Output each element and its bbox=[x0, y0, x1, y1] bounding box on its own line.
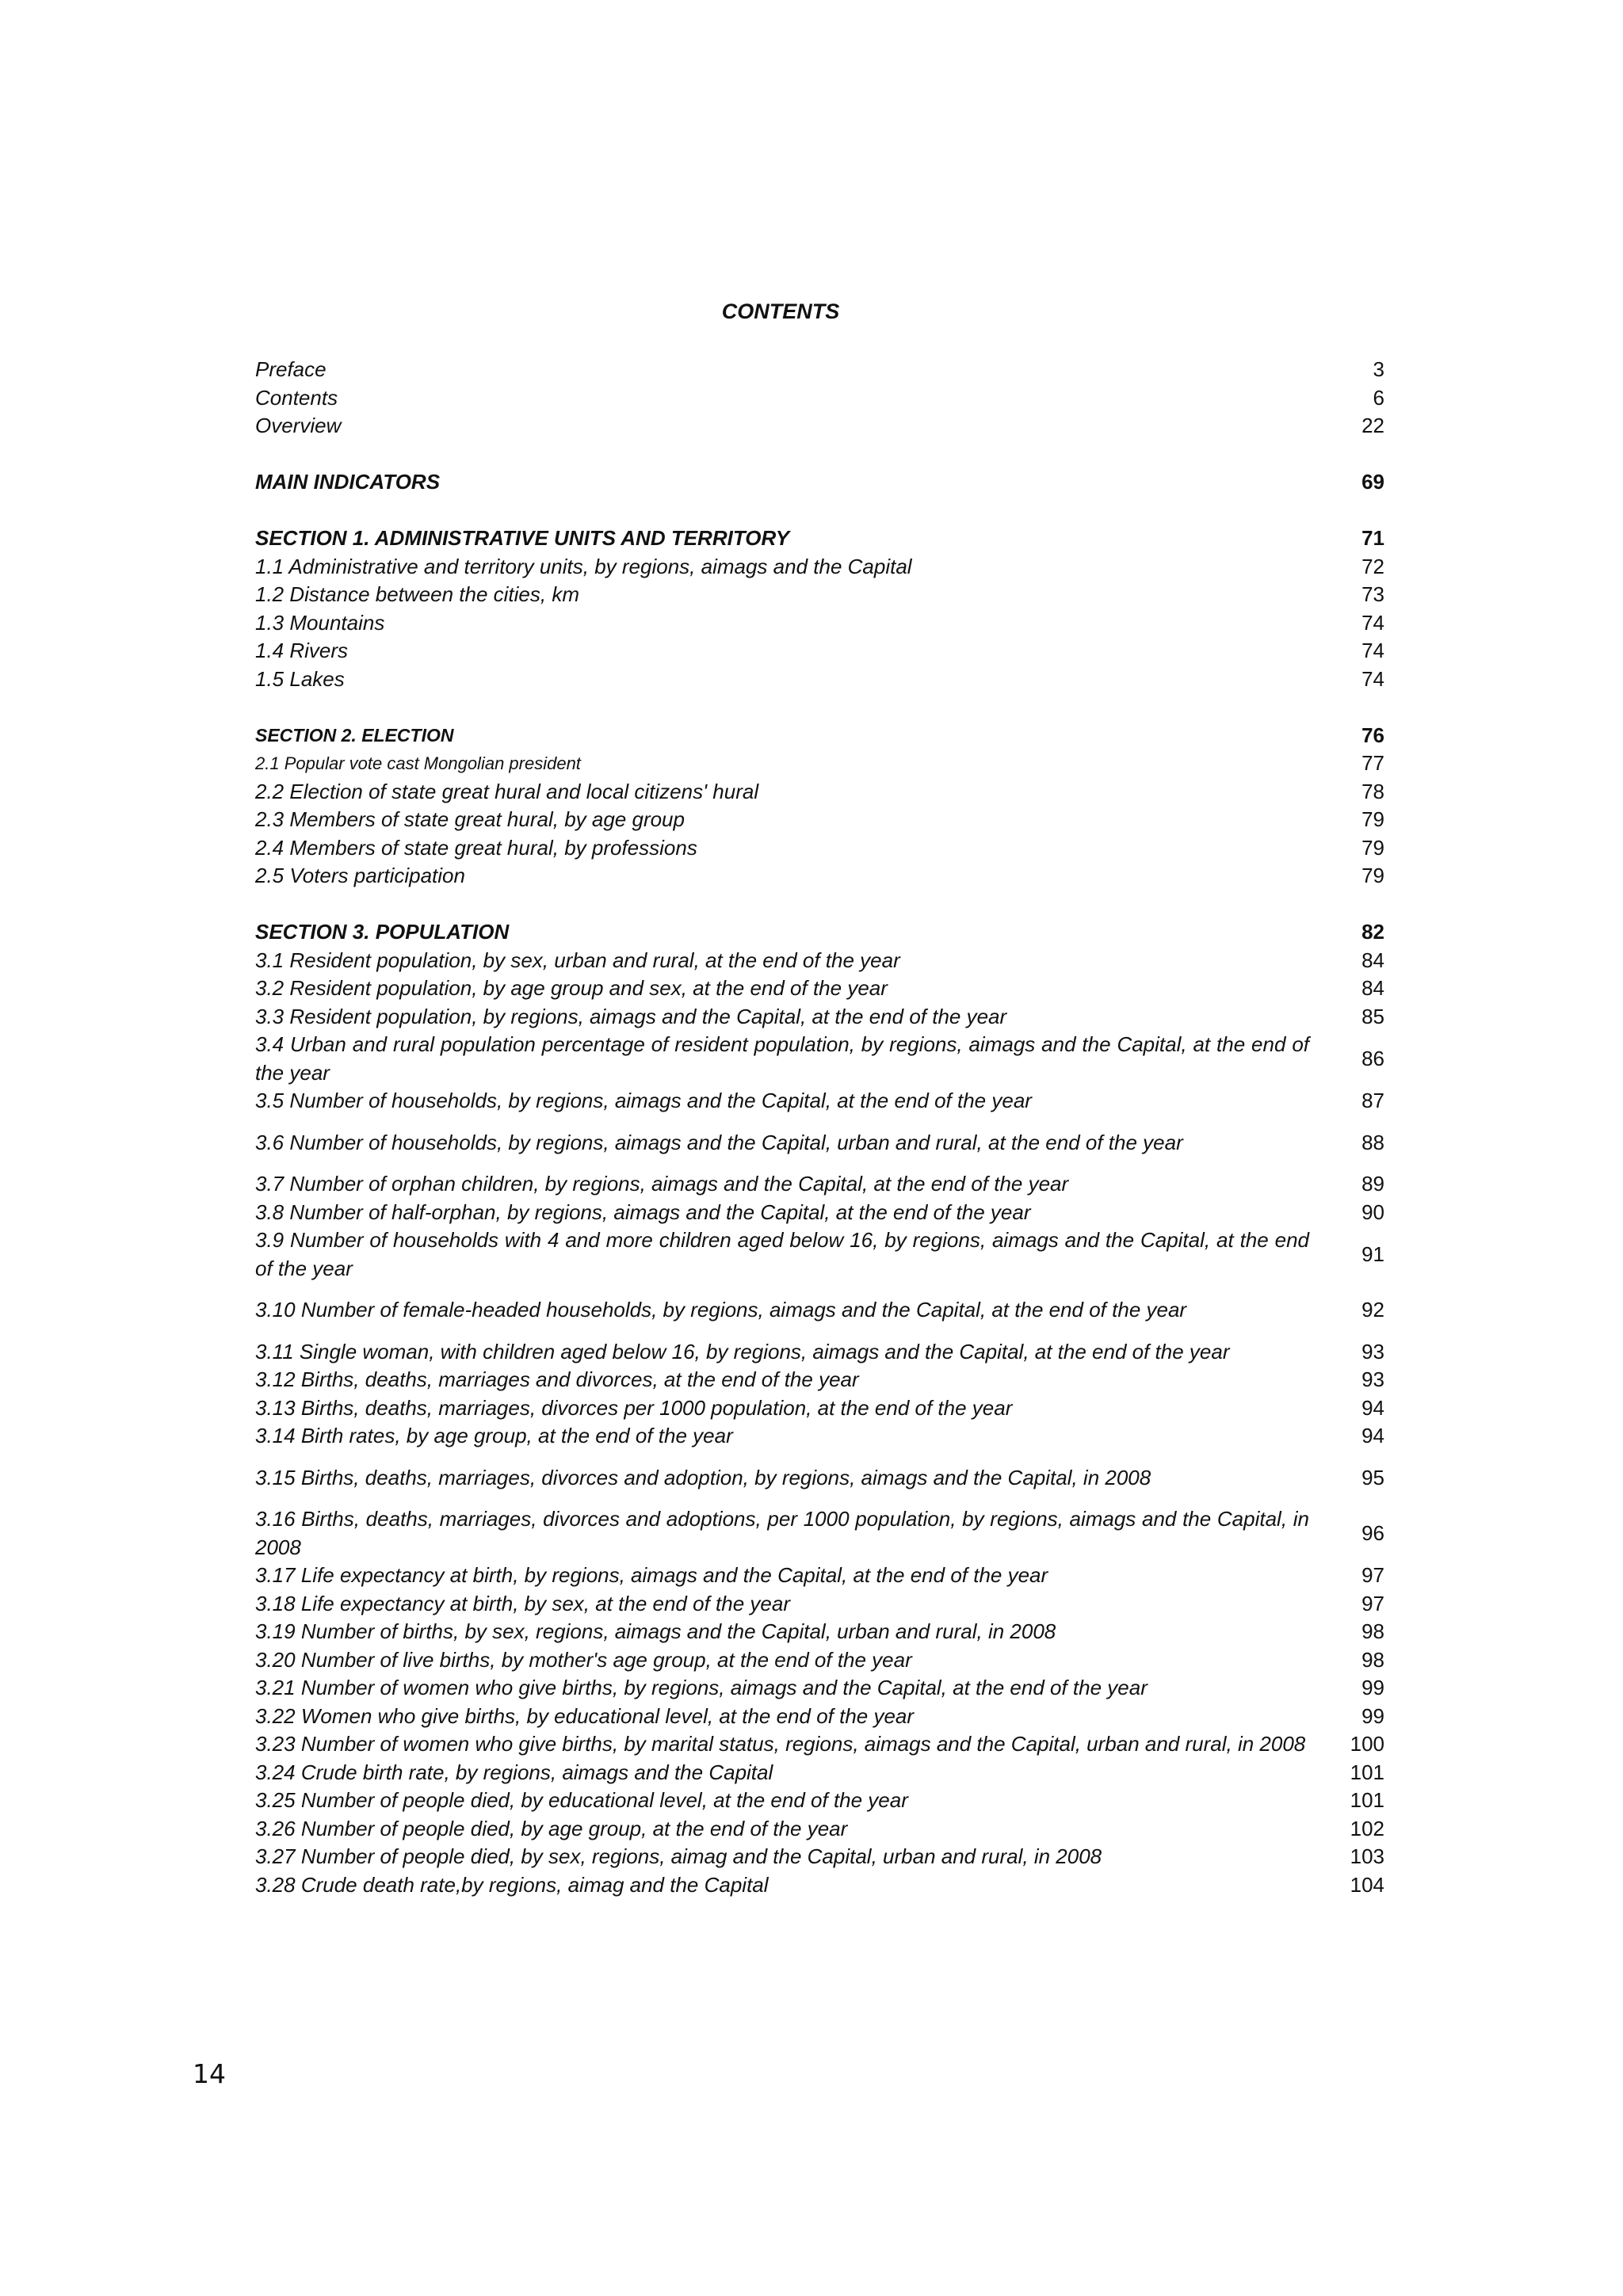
toc-entry bbox=[255, 1815, 1384, 1844]
toc-entry-page: 94 bbox=[1361, 1395, 1384, 1420]
toc-entry bbox=[255, 1730, 1384, 1759]
toc-entry bbox=[255, 581, 1384, 609]
toc-entry bbox=[255, 862, 1384, 891]
toc-entry-text: 3.19 Number of births, by sex, regions, aimags and the Capital, urban and rural, in 2008 bbox=[255, 1619, 1056, 1643]
toc-entry-page: 102 bbox=[1350, 1816, 1384, 1840]
toc-entry bbox=[255, 553, 1384, 582]
toc-entry-text: 3.16 Births, deaths, marriages, divorces and adoptions, per 1000 population, by regions, aimags and the Capital, in 2008 bbox=[255, 1507, 1309, 1559]
toc-entry bbox=[255, 834, 1384, 863]
toc-entry-text: 2.3 Members of state great hural, by age group bbox=[255, 807, 685, 831]
toc-entry bbox=[255, 1674, 1384, 1703]
toc-heading-section-3 bbox=[255, 918, 1384, 947]
toc-entry bbox=[255, 609, 1384, 638]
toc-entry-text: 3.13 Births, deaths, marriages, divorces per 1000 population, at the end of the year bbox=[255, 1395, 1013, 1420]
toc-entry-page: 94 bbox=[1361, 1424, 1384, 1447]
toc-entry-page: 100 bbox=[1350, 1732, 1384, 1756]
toc-entry-text: 3.4 Urban and rural population percentage of resident population, by regions, aimags and the Capital, at the end of the year bbox=[255, 1032, 1309, 1085]
toc-entry-preface bbox=[255, 356, 1384, 384]
toc-entry-page: 101 bbox=[1350, 1760, 1384, 1784]
toc-entry-page: 72 bbox=[1361, 554, 1384, 578]
page-number: 14 bbox=[193, 2058, 226, 2089]
toc-entry-text: SECTION 1. ADMINISTRATIVE UNITS AND TERRITORY bbox=[255, 526, 790, 550]
toc-entry bbox=[255, 1087, 1384, 1116]
toc-entry-page: 91 bbox=[1361, 1241, 1384, 1266]
table-of-contents bbox=[255, 356, 1384, 1899]
toc-entry bbox=[255, 749, 1384, 778]
toc-entry-text: MAIN INDICATORS bbox=[255, 470, 441, 494]
toc-entry-text: 3.18 Life expectancy at birth, by sex, at the end of the year bbox=[255, 1591, 790, 1615]
toc-entry bbox=[255, 1422, 1384, 1451]
toc-entry-text: SECTION 3. POPULATION bbox=[255, 920, 510, 944]
toc-entry-text: 1.2 Distance between the cities, km bbox=[255, 582, 579, 606]
toc-heading-main-indicators bbox=[255, 468, 1384, 497]
toc-entry-page: 90 bbox=[1361, 1199, 1384, 1224]
toc-entry bbox=[255, 666, 1384, 694]
toc-entry-page: 84 bbox=[1361, 976, 1384, 1000]
toc-entry-text: 3.3 Resident population, by regions, aimags and the Capital, at the end of the year bbox=[255, 1004, 1007, 1028]
toc-entry-text: 2.5 Voters participation bbox=[255, 864, 465, 887]
toc-entry-text: 2.1 Popular vote cast Mongolian president bbox=[255, 753, 581, 773]
toc-entry bbox=[255, 974, 1384, 1003]
toc-entry bbox=[255, 1338, 1384, 1367]
toc-entry bbox=[255, 806, 1384, 834]
toc-entry-text: Preface bbox=[255, 357, 327, 381]
page-title: CONTENTS bbox=[721, 299, 840, 323]
toc-entry-page: 93 bbox=[1361, 1339, 1384, 1363]
toc-entry-text: 3.1 Resident population, by sex, urban and rural, at the end of the year bbox=[255, 948, 900, 972]
toc-entry-page: 99 bbox=[1361, 1676, 1384, 1699]
toc-entry-page: 74 bbox=[1361, 639, 1384, 662]
toc-entry-page: 92 bbox=[1361, 1298, 1384, 1322]
toc-entry-page: 3 bbox=[1373, 357, 1384, 381]
toc-entry-page: 85 bbox=[1361, 1004, 1384, 1028]
toc-entry bbox=[255, 1505, 1384, 1562]
toc-entry-page: 84 bbox=[1361, 948, 1384, 972]
toc-entry-text: Overview bbox=[255, 414, 342, 437]
toc-entry-text: 3.28 Crude death rate,by regions, aimag and the Capital bbox=[255, 1872, 769, 1897]
toc-entry-page: 93 bbox=[1361, 1367, 1384, 1391]
toc-entry-text: SECTION 2. ELECTION bbox=[255, 724, 454, 746]
toc-entry-page: 103 bbox=[1350, 1844, 1384, 1868]
toc-entry bbox=[255, 1871, 1384, 1900]
toc-entry-text: 1.5 Lakes bbox=[255, 666, 345, 691]
toc-entry-page: 101 bbox=[1350, 1788, 1384, 1812]
toc-entry bbox=[255, 1129, 1384, 1158]
toc-entry-page: 6 bbox=[1373, 385, 1384, 410]
toc-entry-text: 3.2 Resident population, by age group and sex, at the end of the year bbox=[255, 976, 888, 1000]
toc-entry bbox=[255, 1843, 1384, 1871]
toc-entry-text: 3.17 Life expectancy at birth, by regions, aimags and the Capital, at the end of the year bbox=[255, 1563, 1048, 1587]
toc-entry-page: 104 bbox=[1350, 1872, 1384, 1897]
toc-entry-contents bbox=[255, 384, 1384, 413]
toc-entry-text: 3.26 Number of people died, by age group, at the end of the year bbox=[255, 1816, 848, 1840]
toc-entry-page: 73 bbox=[1361, 582, 1384, 606]
toc-entry-page: 97 bbox=[1361, 1591, 1384, 1615]
toc-entry bbox=[255, 1590, 1384, 1619]
toc-entry-text: 3.12 Births, deaths, marriages and divorces, at the end of the year bbox=[255, 1367, 859, 1391]
toc-entry-page: 88 bbox=[1361, 1130, 1384, 1154]
toc-entry-page: 79 bbox=[1361, 864, 1384, 887]
toc-entry bbox=[255, 1170, 1384, 1199]
toc-entry-page: 74 bbox=[1361, 610, 1384, 635]
toc-entry bbox=[255, 1787, 1384, 1815]
toc-entry bbox=[255, 1759, 1384, 1787]
toc-heading-section-1 bbox=[255, 524, 1384, 553]
toc-entry-text: 3.11 Single woman, with children aged below 16, by regions, aimags and the Capital, at the end of the year bbox=[255, 1339, 1230, 1363]
toc-entry-text: 1.1 Administrative and territory units, by regions, aimags and the Capital bbox=[255, 554, 912, 578]
toc-entry-overview bbox=[255, 412, 1384, 441]
toc-entry-text: 2.4 Members of state great hural, by professions bbox=[255, 835, 697, 860]
toc-entry-page: 98 bbox=[1361, 1619, 1384, 1643]
toc-entry bbox=[255, 1646, 1384, 1675]
toc-entry-text: 3.25 Number of people died, by educational level, at the end of the year bbox=[255, 1788, 908, 1812]
toc-entry-text: 3.9 Number of households with 4 and more children aged below 16, by regions, aimags and the Capital, at the end of the year bbox=[255, 1228, 1309, 1280]
toc-entry bbox=[255, 1703, 1384, 1731]
toc-entry-text: 3.21 Number of women who give births, by regions, aimags and the Capital, at the end of the year bbox=[255, 1676, 1148, 1699]
toc-entry-text: 3.8 Number of half-orphan, by regions, aimags and the Capital, at the end of the year bbox=[255, 1199, 1031, 1224]
toc-entry-page: 71 bbox=[1361, 526, 1384, 550]
toc-entry bbox=[255, 1562, 1384, 1590]
toc-entry-text: 3.14 Birth rates, by age group, at the end of the year bbox=[255, 1424, 733, 1447]
toc-entry-text: 3.15 Births, deaths, marriages, divorces and adoption, by regions, aimags and the Capital, in 2008 bbox=[255, 1465, 1151, 1489]
toc-entry-text: Contents bbox=[255, 385, 338, 410]
toc-entry-page: 79 bbox=[1361, 807, 1384, 831]
toc-entry-text: 3.20 Number of live births, by mother's age group, at the end of the year bbox=[255, 1647, 912, 1672]
toc-entry-text: 3.24 Crude birth rate, by regions, aimags and the Capital bbox=[255, 1760, 773, 1784]
toc-heading-section-2 bbox=[255, 722, 1384, 750]
toc-entry bbox=[255, 1366, 1384, 1394]
toc-entry-text: 3.10 Number of female-headed households, by regions, aimags and the Capital, at the end of the year bbox=[255, 1298, 1187, 1322]
toc-entry bbox=[255, 1031, 1384, 1087]
toc-entry-text: 3.23 Number of women who give births, by marital status, regions, aimags and the Capital, urban and rural, in 2008 bbox=[255, 1732, 1306, 1756]
toc-entry-text: 2.2 Election of state great hural and local citizens' hural bbox=[255, 779, 759, 803]
toc-entry-text: 3.5 Number of households, by regions, aimags and the Capital, at the end of the year bbox=[255, 1089, 1032, 1112]
toc-entry-text: 1.3 Mountains bbox=[255, 610, 385, 635]
toc-entry bbox=[255, 1464, 1384, 1493]
toc-entry bbox=[255, 1003, 1384, 1032]
toc-entry-page: 96 bbox=[1361, 1520, 1384, 1545]
toc-entry-page: 82 bbox=[1361, 920, 1384, 944]
toc-entry bbox=[255, 778, 1384, 807]
toc-entry-page: 78 bbox=[1361, 779, 1384, 803]
toc-entry-page: 95 bbox=[1361, 1465, 1384, 1489]
toc-entry-page: 69 bbox=[1361, 470, 1384, 494]
toc-entry-page: 77 bbox=[1361, 751, 1384, 775]
toc-entry-page: 86 bbox=[1361, 1046, 1384, 1070]
toc-entry-text: 3.27 Number of people died, by sex, regions, aimag and the Capital, urban and rural, in 2008 bbox=[255, 1844, 1102, 1868]
toc-entry-text: 3.22 Women who give births, by educational level, at the end of the year bbox=[255, 1703, 915, 1728]
toc-entry bbox=[255, 1296, 1384, 1325]
toc-entry bbox=[255, 1199, 1384, 1227]
toc-entry bbox=[255, 637, 1384, 666]
toc-entry bbox=[255, 1618, 1384, 1646]
toc-entry-text: 3.7 Number of orphan children, by regions, aimags and the Capital, at the end of the year bbox=[255, 1172, 1069, 1196]
toc-entry-page: 74 bbox=[1361, 666, 1384, 691]
toc-entry-page: 79 bbox=[1361, 835, 1384, 860]
toc-entry bbox=[255, 1394, 1384, 1423]
toc-entry bbox=[255, 1226, 1384, 1283]
toc-entry-page: 99 bbox=[1361, 1703, 1384, 1728]
toc-entry-page: 89 bbox=[1361, 1172, 1384, 1196]
toc-entry-page: 76 bbox=[1361, 723, 1384, 747]
toc-entry-text: 3.6 Number of households, by regions, aimags and the Capital, urban and rural, at the end of the year bbox=[255, 1130, 1183, 1154]
toc-entry-text: 1.4 Rivers bbox=[255, 639, 349, 662]
toc-entry bbox=[255, 947, 1384, 975]
toc-entry-page: 22 bbox=[1361, 414, 1384, 437]
toc-entry-page: 87 bbox=[1361, 1089, 1384, 1112]
toc-entry-page: 97 bbox=[1361, 1563, 1384, 1587]
toc-entry-page: 98 bbox=[1361, 1647, 1384, 1672]
